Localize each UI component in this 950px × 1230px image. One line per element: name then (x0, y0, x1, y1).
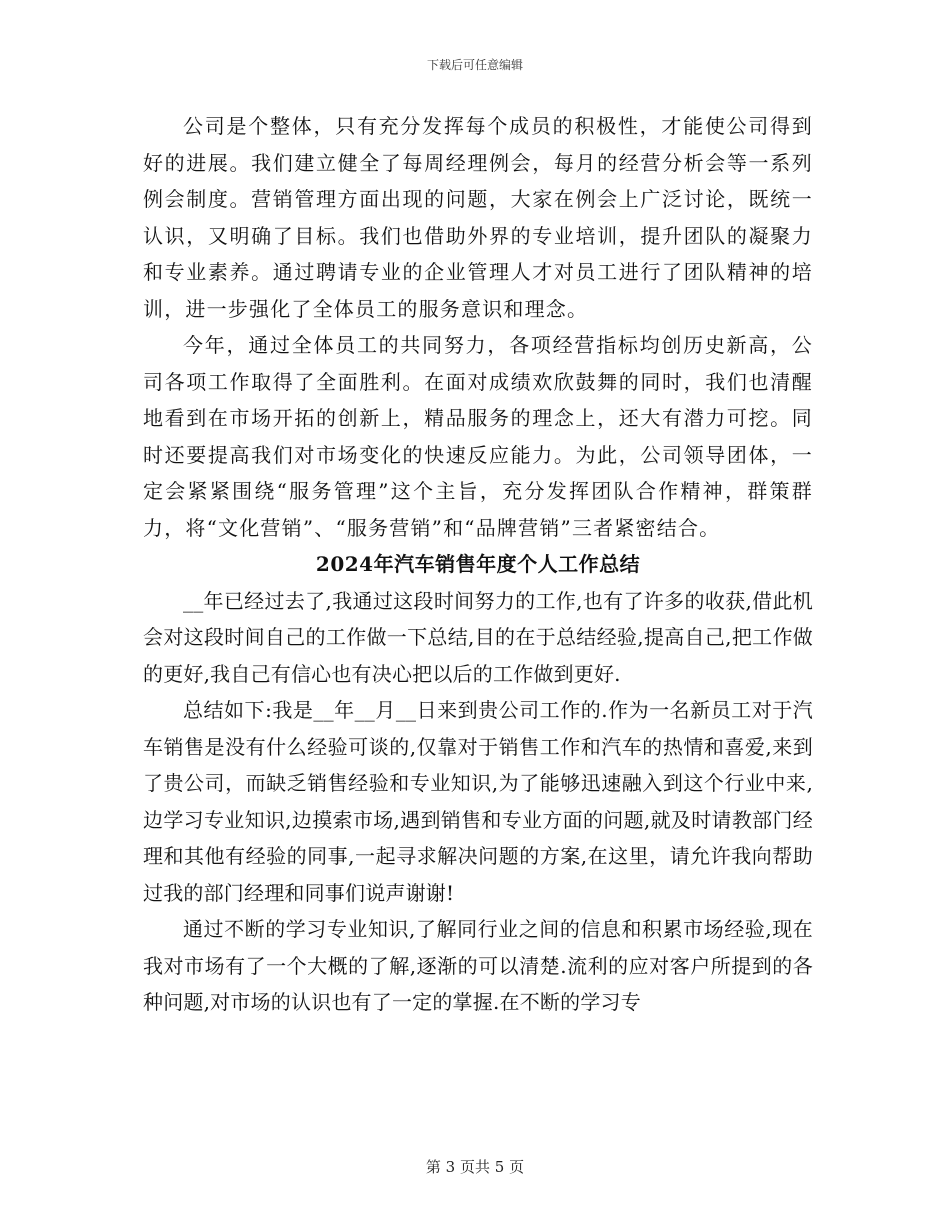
paragraph-annual-results: 今年，通过全体员工的共同努力，各项经营指标均创历史新高，公司各项工作取得了全面胜利。在面对成绩欢欣鼓舞的同时，我们也清醒地看到在市场开拓的创新上，精品服务的理念上，还大有潜力可挖。同时还要提高我们对市场变化的快速反应能力。为此，公司领导团体，一定会紧紧围绕“服务管理”这个主旨，充分发挥团队合作精神，群策群力，将“文化营销”、“服务营销”和“品牌营销”三者紧密结合。 (143, 333, 813, 540)
page-number-footer: 第 3 页共 5 页 (425, 1158, 525, 1176)
paragraph-year-intro: __年已经过去了,我通过这段时间努力的工作,也有了许多的收获,借此机会对这段时间自己的工作做一下总结,目的在于总结经验,提高自己,把工作做的更好,我自己有信心也有决心把以后的工作做到更好. (143, 588, 813, 686)
section-title: 2024年汽车销售年度个人工作总结 (315, 552, 641, 576)
paragraph-team-integration: 公司是个整体，只有充分发挥每个成员的积极性，才能使公司得到好的进展。我们建立健全了每周经理例会，每月的经营分析会等一系列例会制度。营销管理方面出现的问题，大家在例会上广泛讨论，既统一认识，又明确了目标。我们也借助外界的专业培训，提升团队的凝聚力和专业素养。通过聘请专业的企业管理人才对员工进行了团队精神的培训，进一步强化了全体员工的服务意识和理念。 (143, 114, 813, 321)
paragraph-learning: 通过不断的学习专业知识,了解同行业之间的信息和积累市场经验,现在我对市场有了一个大概的了解,逐渐的可以清楚.流利的应对客户所提到的各种问题,对市场的认识也有了一定的掌握.在不断的学习专 (143, 917, 813, 1014)
header-note: 下载后可任意编辑 (426, 58, 523, 72)
paragraph-summary: 总结如下:我是__年__月__日来到贵公司工作的.作为一名新员工对于汽车销售是没有什么经验可谈的,仅靠对于销售工作和汽车的热情和喜爱,来到了贵公司，而缺乏销售经验和专业知识,为了能够迅速融入到这个行业中来,边学习专业知识,边摸索市场,遇到销售和专业方面的问题,就及时请教部门经理和其他有经验的同事,一起寻求解决问题的方案,在这里，请允许我向帮助过我的部门经理和同事们说声谢谢! (143, 698, 813, 905)
document-body (143, 108, 813, 1021)
